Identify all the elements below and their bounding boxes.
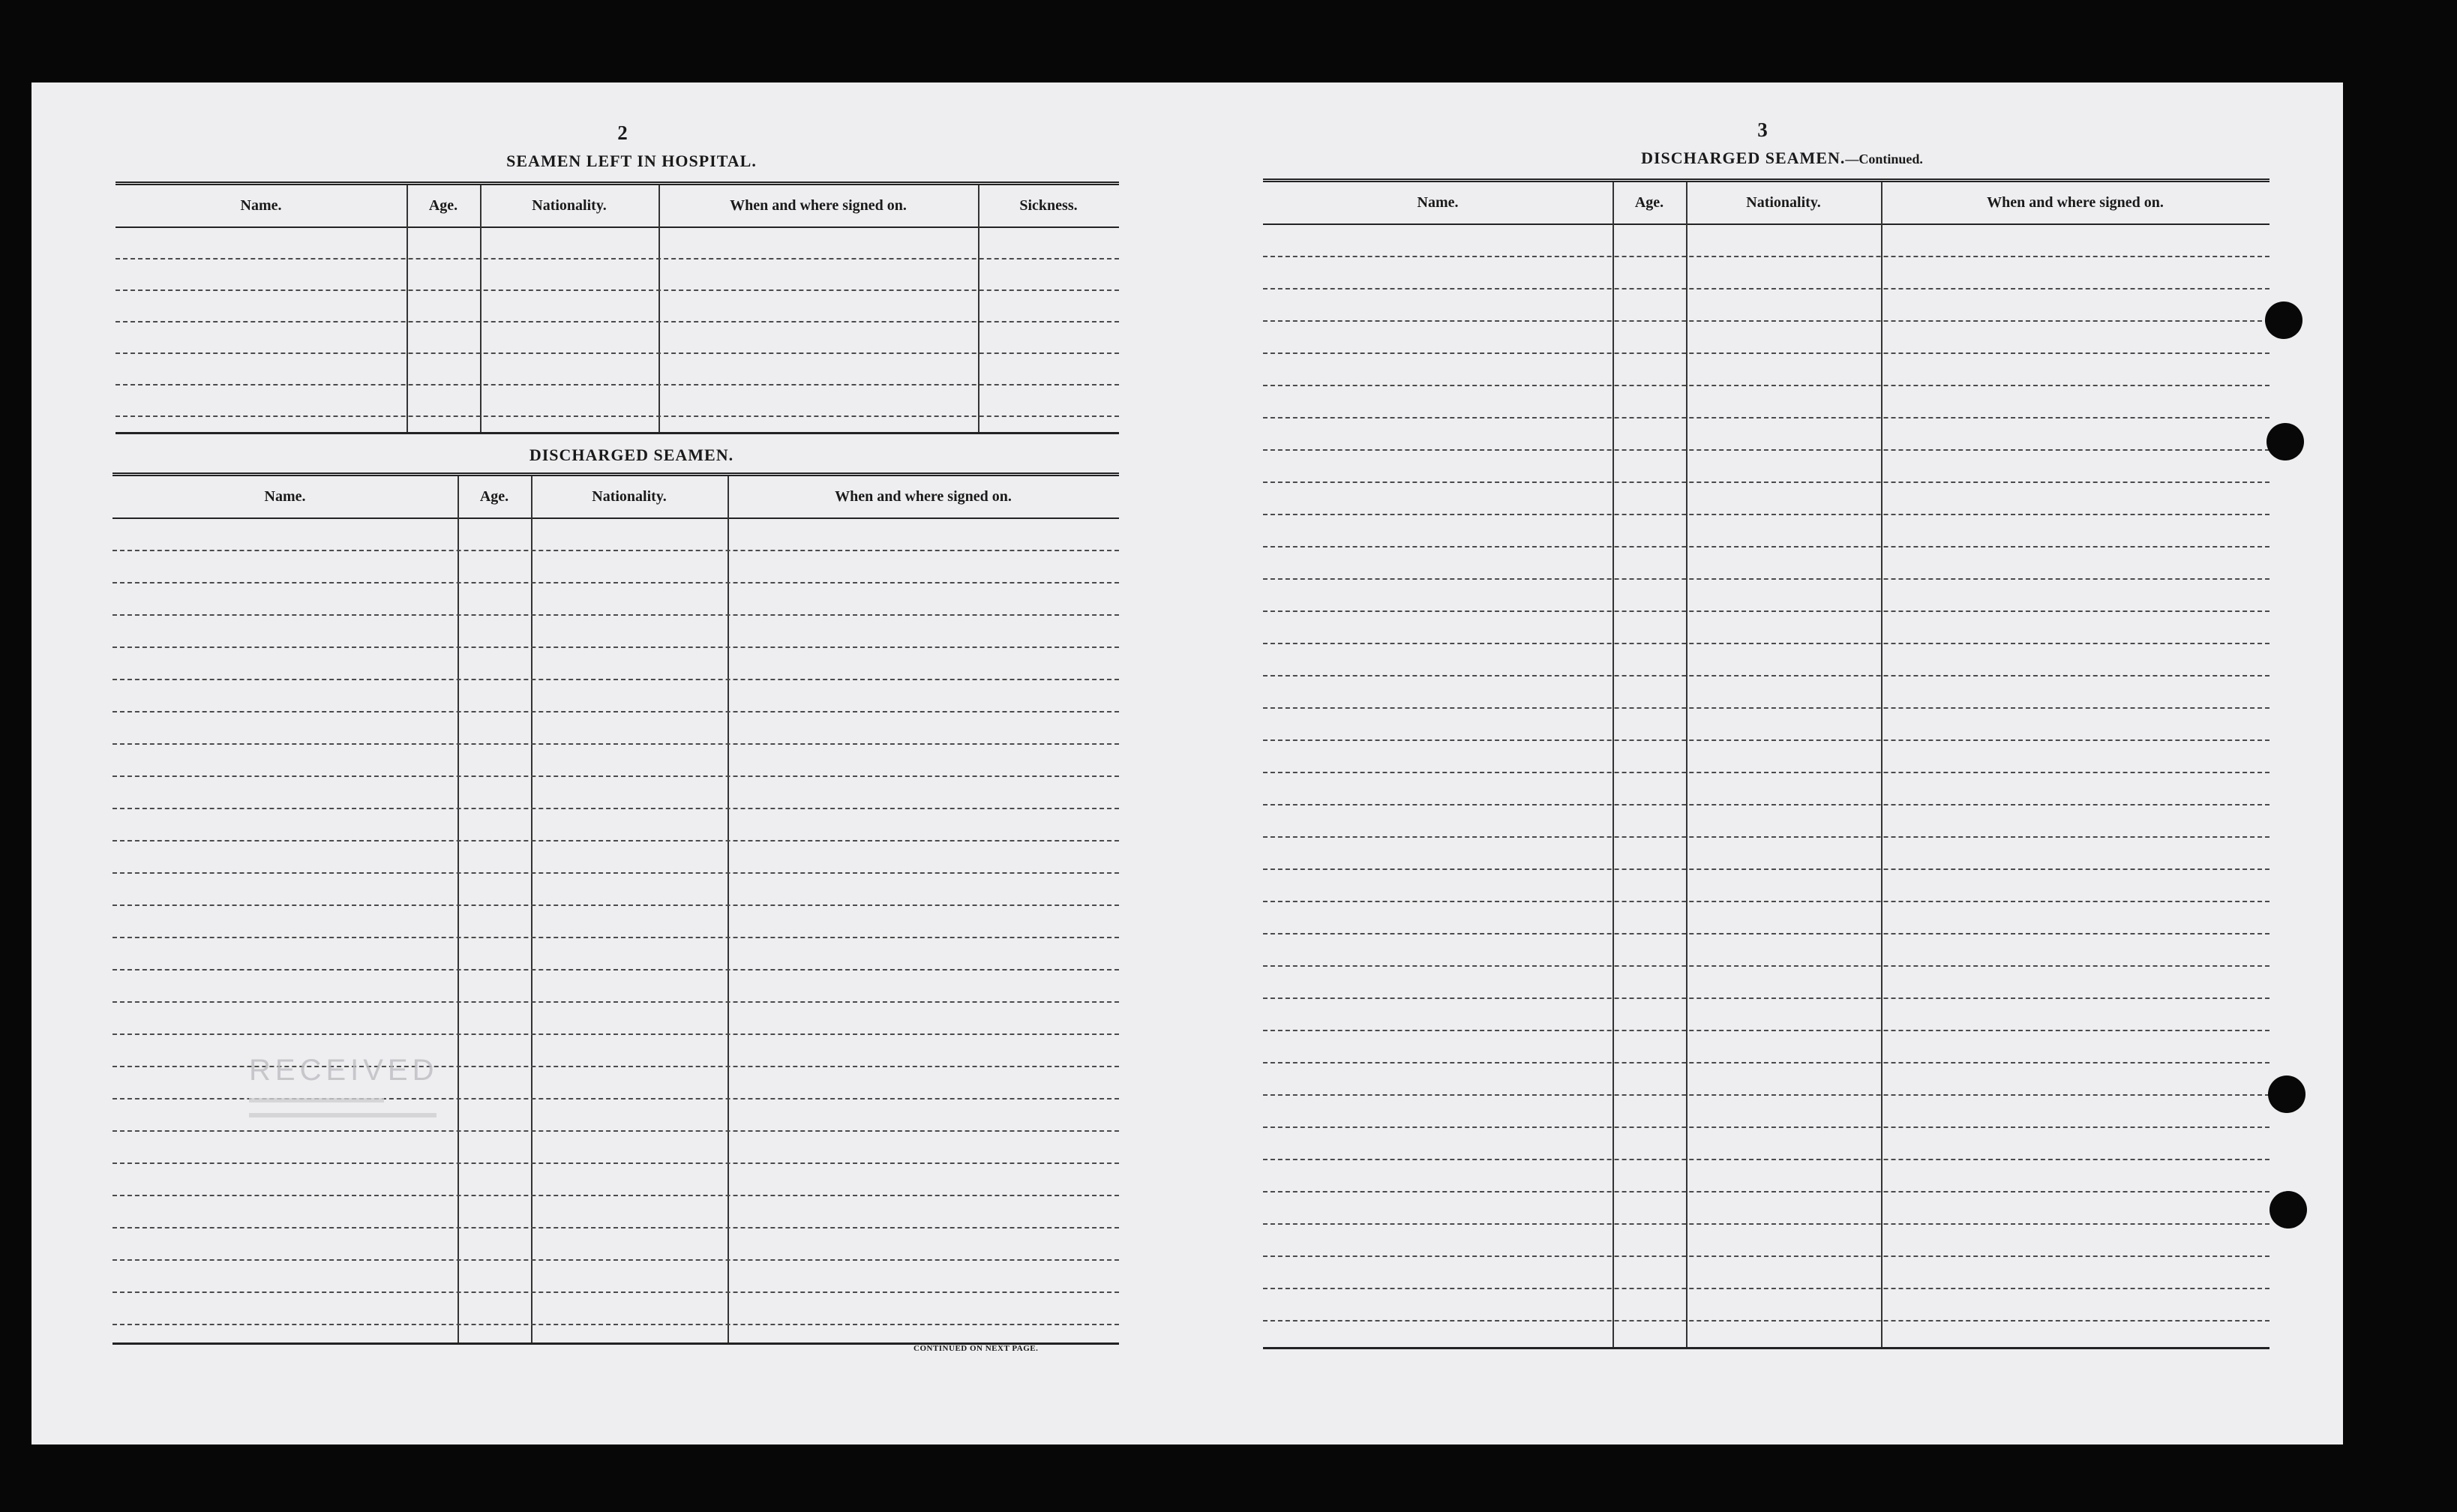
discharged-right-col-nationality: Nationality. — [1746, 194, 1821, 211]
table-row — [112, 711, 1119, 712]
table-row — [112, 776, 1119, 777]
discharged-continued-suffix: —Continued. — [1845, 152, 1923, 166]
table-row — [1263, 1159, 2270, 1160]
discharged-col-age: Age. — [479, 488, 509, 505]
discharged-col-signed-on: When and where signed on. — [835, 488, 1012, 505]
hospital-col-age: Age. — [428, 197, 458, 214]
table-row — [1263, 385, 2270, 386]
table-row — [1263, 417, 2270, 418]
column-divider — [728, 476, 729, 1345]
discharged-table-right — [1263, 178, 2270, 1349]
table-row — [1263, 675, 2270, 676]
discharged-table-right-header — [1263, 182, 2270, 225]
discharged-col-nationality: Nationality. — [592, 488, 667, 505]
table-bottom-rule — [1263, 1347, 2270, 1349]
table-row — [112, 743, 1119, 745]
table-bottom-rule — [116, 432, 1119, 434]
table-row — [1263, 772, 2270, 773]
table-row — [1263, 1288, 2270, 1289]
table-row — [1263, 1191, 2270, 1192]
table-row — [1263, 740, 2270, 741]
table-row — [1263, 449, 2270, 451]
table-row — [1263, 707, 2270, 709]
discharged-section-title: DISCHARGED SEAMEN. — [529, 446, 734, 464]
table-row — [112, 550, 1119, 551]
discharged-table-left — [112, 472, 1119, 1345]
table-row — [112, 646, 1119, 648]
received-stamp-text: RECEIVED — [249, 1054, 439, 1087]
column-divider — [1686, 182, 1688, 1349]
discharged-right-col-signed-on: When and where signed on. — [1987, 194, 2164, 211]
table-row — [112, 808, 1119, 809]
discharged-table-left-header — [112, 476, 1119, 519]
column-divider — [458, 476, 459, 1345]
table-row — [1263, 998, 2270, 999]
table-row — [112, 904, 1119, 906]
table-row — [112, 679, 1119, 680]
table-row — [116, 321, 1119, 322]
table-row — [112, 937, 1119, 938]
table-row — [1263, 1223, 2270, 1225]
hospital-table — [116, 182, 1119, 434]
table-row — [1263, 1256, 2270, 1257]
column-divider — [658, 185, 660, 434]
table-row — [112, 1292, 1119, 1293]
table-row — [116, 258, 1119, 260]
table-row — [112, 969, 1119, 970]
table-row — [1263, 256, 2270, 257]
table-row — [116, 416, 1119, 417]
continued-note: CONTINUED ON NEXT PAGE. — [914, 1344, 1039, 1353]
discharged-continued-title-main: DISCHARGED SEAMEN. — [1641, 148, 1846, 167]
punch-hole — [2266, 423, 2304, 460]
hospital-section-title: SEAMEN LEFT IN HOSPITAL. — [506, 152, 757, 170]
document-sheet — [32, 82, 2343, 1444]
table-row — [1263, 610, 2270, 612]
table-row — [1263, 901, 2270, 902]
table-row — [112, 1001, 1119, 1003]
discharged-col-name: Name. — [264, 488, 306, 505]
table-row — [116, 352, 1119, 354]
table-row — [1263, 868, 2270, 870]
table-row — [112, 872, 1119, 874]
table-row — [1263, 1126, 2270, 1128]
hospital-table-header — [116, 185, 1119, 228]
table-row — [112, 582, 1119, 584]
table-row — [1263, 1320, 2270, 1322]
discharged-right-col-name: Name. — [1417, 194, 1459, 211]
table-row — [112, 1259, 1119, 1261]
table-row — [1263, 482, 2270, 483]
table-row — [112, 840, 1119, 842]
table-row — [1263, 643, 2270, 644]
table-row — [112, 1324, 1119, 1325]
punch-hole — [2270, 1191, 2307, 1228]
column-divider — [978, 185, 980, 434]
received-stamp — [249, 1054, 466, 1166]
discharged-continued-title — [1264, 148, 2300, 168]
column-divider — [531, 476, 532, 1345]
column-divider — [1881, 182, 1882, 1349]
left-page-number: 2 — [617, 122, 628, 144]
table-row — [1263, 965, 2270, 967]
stamp-line — [249, 1098, 384, 1102]
table-row — [1263, 1094, 2270, 1096]
table-row — [1263, 546, 2270, 548]
table-row — [116, 384, 1119, 386]
right-page-number: 3 — [1757, 118, 1768, 141]
table-row — [1263, 352, 2270, 354]
table-row — [112, 1227, 1119, 1228]
table-row — [116, 290, 1119, 291]
table-row — [1263, 1030, 2270, 1031]
table-row — [1263, 1062, 2270, 1064]
punch-hole — [2265, 302, 2302, 339]
table-row — [1263, 804, 2270, 806]
table-row — [112, 1034, 1119, 1035]
table-row — [1263, 288, 2270, 290]
hospital-col-name: Name. — [240, 197, 282, 214]
table-row — [1263, 514, 2270, 515]
hospital-col-sickness: Sickness. — [1019, 197, 1078, 214]
table-row — [1263, 578, 2270, 580]
column-divider — [406, 185, 408, 434]
column-divider — [480, 185, 482, 434]
table-row — [1263, 320, 2270, 322]
table-row — [1263, 933, 2270, 934]
column-divider — [1612, 182, 1614, 1349]
punch-hole — [2268, 1076, 2306, 1113]
table-row — [1263, 836, 2270, 838]
table-row — [112, 1195, 1119, 1196]
table-row — [112, 614, 1119, 616]
stamp-line — [249, 1113, 436, 1118]
discharged-right-col-age: Age. — [1634, 194, 1664, 211]
hospital-col-signed-on: When and where signed on. — [730, 197, 907, 214]
hospital-col-nationality: Nationality. — [532, 197, 607, 214]
